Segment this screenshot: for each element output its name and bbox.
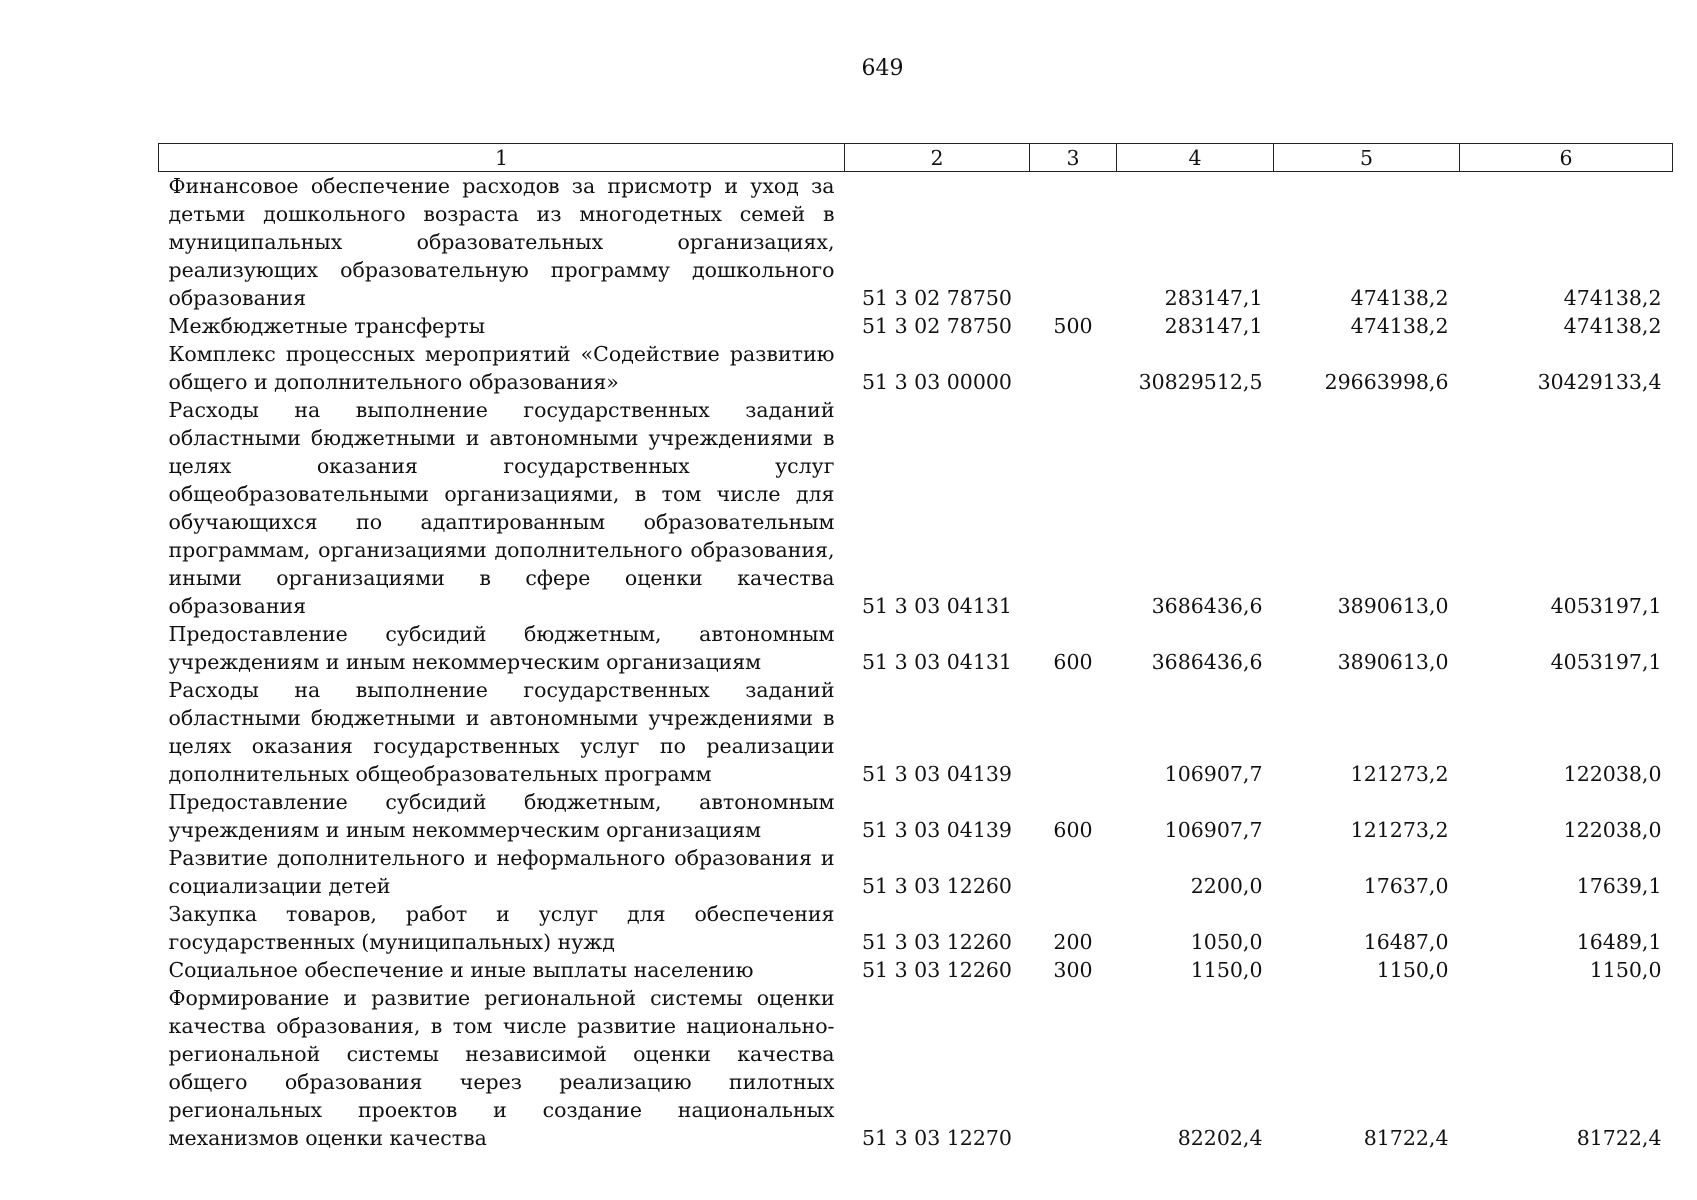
row-value-6: 17639,1 <box>1576 874 1662 898</box>
row-value-4: 3686436,6 <box>1151 594 1263 618</box>
budget-table <box>158 143 1673 1152</box>
row-type <box>1030 844 1117 900</box>
row-name: Межбюджетные трансферты <box>168 314 486 338</box>
row-value-4: 1150,0 <box>1190 958 1263 982</box>
row-value-5: 29663998,6 <box>1324 370 1449 394</box>
row-value-6: 16489,1 <box>1576 930 1662 954</box>
row-code: 51 3 03 12260 <box>862 874 1012 898</box>
table-row <box>159 956 1673 984</box>
row-name: Развитие дополнительного и неформального образования и социализации детей <box>168 846 835 898</box>
row-type <box>1030 676 1117 788</box>
table-row <box>159 340 1673 396</box>
row-value-6: 1150,0 <box>1589 958 1662 982</box>
row-type <box>1030 340 1117 396</box>
row-name: Закупка товаров, работ и услуг для обеспечения государственных (муниципальных) нужд <box>168 902 835 954</box>
row-value-6: 81722,4 <box>1576 1126 1662 1150</box>
row-name: Финансовое обеспечение расходов за присмотр и уход за детьми дошкольного возраста из многодетных семей в муниципальных образовательных организациях, реализующих образовательную программу дошкольного образования <box>168 174 835 310</box>
row-value-4: 2200,0 <box>1190 874 1263 898</box>
row-type <box>1030 396 1117 620</box>
row-value-5: 16487,0 <box>1363 930 1449 954</box>
row-code: 51 3 02 78750 <box>862 314 1012 338</box>
table-row <box>159 984 1673 1152</box>
row-name: Комплекс процессных мероприятий «Содействие развитию общего и дополнительного образования» <box>168 342 835 394</box>
table-row <box>159 844 1673 900</box>
column-header-4: 4 <box>1117 144 1274 172</box>
row-code: 51 3 02 78750 <box>862 286 1012 310</box>
column-header-2: 2 <box>845 144 1030 172</box>
row-code: 51 3 03 04131 <box>862 594 1012 618</box>
table-row <box>159 620 1673 676</box>
table-row <box>159 900 1673 956</box>
row-value-6: 4053197,1 <box>1550 594 1662 618</box>
row-value-4: 283147,1 <box>1164 286 1263 310</box>
column-header-6: 6 <box>1460 144 1673 172</box>
row-value-6: 122038,0 <box>1563 818 1662 842</box>
row-code: 51 3 03 12260 <box>862 930 1012 954</box>
row-value-5: 121273,2 <box>1350 818 1449 842</box>
row-name: Социальное обеспечение и иные выплаты населению <box>168 958 754 982</box>
row-value-4: 82202,4 <box>1177 1126 1263 1150</box>
table-row <box>159 396 1673 620</box>
row-value-5: 17637,0 <box>1363 874 1449 898</box>
row-value-6: 4053197,1 <box>1550 650 1662 674</box>
row-value-6: 122038,0 <box>1563 762 1662 786</box>
row-name: Расходы на выполнение государственных заданий областными бюджетными и автономными учреждениями в целях оказания государственных услуг общеобразовательными организациями, в том числе для обучающихся по адаптированным образовательным программам, организациями дополнительного образования, иными организациями в сфере оценки качества образования <box>168 398 835 618</box>
row-code: 51 3 03 04139 <box>862 818 1012 842</box>
row-value-6: 474138,2 <box>1563 286 1662 310</box>
row-value-4: 106907,7 <box>1164 762 1263 786</box>
row-value-4: 283147,1 <box>1164 314 1263 338</box>
column-header-5: 5 <box>1274 144 1460 172</box>
row-value-5: 474138,2 <box>1350 286 1449 310</box>
table-header-row <box>159 144 1673 172</box>
row-name: Предоставление субсидий бюджетным, автономным учреждениям и иным некоммерческим организациям <box>168 622 835 674</box>
table-row <box>159 312 1673 340</box>
row-value-4: 30829512,5 <box>1138 370 1263 394</box>
row-value-5: 121273,2 <box>1350 762 1449 786</box>
row-type: 500 <box>1053 314 1093 338</box>
row-value-4: 1050,0 <box>1190 930 1263 954</box>
row-value-5: 81722,4 <box>1363 1126 1449 1150</box>
row-value-5: 474138,2 <box>1350 314 1449 338</box>
row-value-5: 1150,0 <box>1376 958 1449 982</box>
row-value-6: 474138,2 <box>1563 314 1662 338</box>
row-type <box>1030 984 1117 1152</box>
row-name: Предоставление субсидий бюджетным, автономным учреждениям и иным некоммерческим организациям <box>168 790 835 842</box>
table-row <box>159 172 1673 313</box>
table-row <box>159 788 1673 844</box>
row-value-6: 30429133,4 <box>1537 370 1662 394</box>
row-type: 200 <box>1053 930 1093 954</box>
row-type: 300 <box>1053 958 1093 982</box>
row-code: 51 3 03 12270 <box>862 1126 1012 1150</box>
row-name: Расходы на выполнение государственных заданий областными бюджетными и автономными учреждениями в целях оказания государственных услуг по реализации дополнительных общеобразовательных программ <box>168 678 835 786</box>
column-header-3: 3 <box>1030 144 1117 172</box>
row-name: Формирование и развитие региональной системы оценки качества образования, в том числе развитие национально-региональной системы независимой оценки качества общего образования через реализацию пилотных региональных проектов и создание национальных механизмов оценки качества <box>168 986 835 1150</box>
row-type: 600 <box>1053 650 1093 674</box>
row-type: 600 <box>1053 818 1093 842</box>
row-code: 51 3 03 04139 <box>862 762 1012 786</box>
row-value-5: 3890613,0 <box>1337 650 1449 674</box>
row-value-4: 106907,7 <box>1164 818 1263 842</box>
column-header-1: 1 <box>159 144 845 172</box>
row-code: 51 3 03 00000 <box>862 370 1012 394</box>
page-number: 649 <box>861 56 904 81</box>
row-code: 51 3 03 12260 <box>862 958 1012 982</box>
table-row <box>159 676 1673 788</box>
row-code: 51 3 03 04131 <box>862 650 1012 674</box>
row-type <box>1030 172 1117 313</box>
row-value-4: 3686436,6 <box>1151 650 1263 674</box>
row-value-5: 3890613,0 <box>1337 594 1449 618</box>
